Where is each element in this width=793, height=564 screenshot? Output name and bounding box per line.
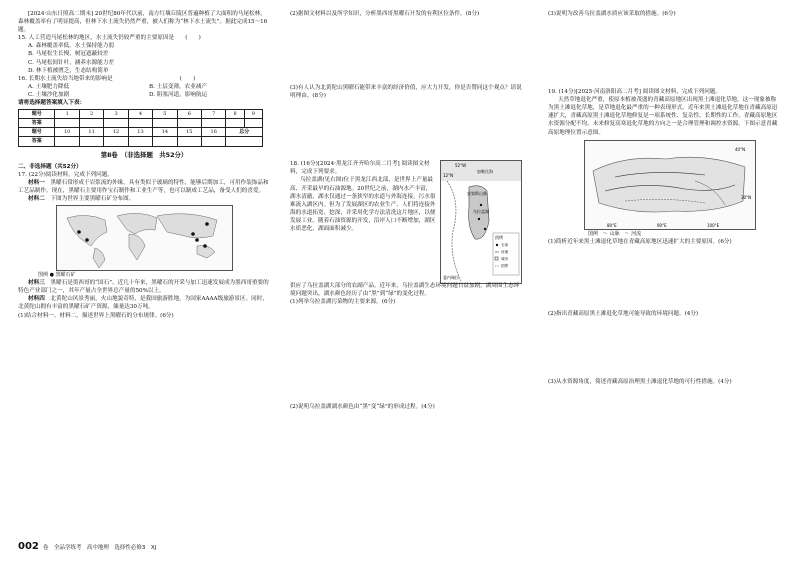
material-3 <box>18 279 270 295</box>
legend-item-river: 河流 <box>501 250 509 255</box>
question-16-options <box>18 83 270 99</box>
map-label: 30°N <box>741 194 752 200</box>
map-label: 乌拉盖湖 <box>473 209 489 215</box>
map-label: 100°E <box>707 222 720 228</box>
table-cell: 题号 <box>19 128 55 137</box>
legend-item-border: 国界 <box>501 264 509 269</box>
table-cell: 11 <box>79 128 103 137</box>
answer-space[interactable] <box>548 246 778 310</box>
material-text: 北黄陀山风景秀丽，火山地貌奇特，是我国旅游胜地，为国家AAAA级旅游景区。同时，北黄陀山拥有丰富的黑曜石矿产资源，储量达30万吨。 <box>18 296 268 311</box>
question-16: 16. 长期水土流失给当地带来的影响是 ( ) <box>18 75 196 82</box>
material-2 <box>18 195 270 203</box>
material-label: 材料二 <box>28 195 45 202</box>
question-18: 18. (16分)[2024·黑龙江齐齐哈尔高二月考] 阅读图文材料，完成下列要求。 <box>290 161 430 176</box>
table-cell: 10 <box>55 128 79 137</box>
obsidian-mine-marker <box>77 230 81 234</box>
answer-cell[interactable] <box>79 119 103 128</box>
table-cell: 3 <box>104 110 128 119</box>
answer-cell[interactable] <box>128 137 152 146</box>
question-19-2: (2)指出青藏高原黑土滩退化草地可能导致的环境问题。(4分) <box>548 310 699 317</box>
table-cell: 16 <box>202 128 226 137</box>
tibetan-plateau-map <box>584 140 756 230</box>
lake-map <box>440 160 522 284</box>
question-19-3: (3)从水资源角度，简述青藏高原治理黑土滩退化草地的可行性措施。(4分) <box>548 378 732 385</box>
question-19: 19. (14分)[2025·河南洛阳高二月考] 阅读图文材料，完成下列问题。 <box>548 89 721 96</box>
question-18-passage: 乌拉盖湖(见右图)位于黑龙江西北部，是世界上产量最高、开采最早的石油源地。20世纪之前，湖内水产丰富，湖水清澈，湖水仅通过一条狭窄的水道与外海连接，污水很难流入湖区内。但为了发展湖区的农业生产，人们将连接外海的水道拓宽、挖深，并采用化学方法清洗这片地区，以便发展工业。随着石油资源的开发，沿岸人口不断增加，湖区水质恶化，湖面面积减少。 <box>290 177 436 233</box>
obsidian-mine-marker <box>85 238 89 242</box>
material-4 <box>18 295 270 311</box>
option-c: C. 马尾松间针叶，涵养水源能力差 <box>28 59 114 66</box>
map-label: 委内瑞拉 <box>443 275 459 281</box>
table-row <box>19 137 263 146</box>
table-cell: 5 <box>153 110 177 119</box>
material-text: 下图为世界主要黑曜石矿分布图。 <box>50 195 135 202</box>
option-b: B. 土层变薄，农业减产 <box>149 83 208 90</box>
option-b: B. 马尾松生长慢，树冠遮蔽较差 <box>28 51 109 58</box>
map-legend-title: 图例 <box>495 235 503 241</box>
material-text: 黑曜石常形成于岩浆流的外缘，具有类似于玻璃的特性，能够后期加工，可用作装饰品和工艺品制作。现在，黑曜石主要用作宝石制作和工业生产等，也可以制成工艺品，备受人们的喜爱。 <box>18 179 269 194</box>
question-18-text-block <box>290 160 436 233</box>
option-d: D. 林下植被匮乏，生态结构简单 <box>28 67 109 74</box>
option-a: A. 土壤肥力降低 <box>28 83 70 90</box>
answer-table-title: 请将选择题答案填入下表： <box>18 100 86 107</box>
world-obsidian-map <box>56 205 233 271</box>
answer-cell[interactable] <box>55 137 79 146</box>
intro-passage: [2024·山东日照高二期末] 20世纪80年代以前，南方红壤丘陵区普遍种植了大面积的马尾松林，森林覆盖率有了明显提高，但林下水土流失仍然严重，被人们称为“林下水土流失”。据此完成15～16题。 <box>18 11 268 34</box>
column-middle <box>290 10 522 411</box>
table-cell: 7 <box>202 110 226 119</box>
table-cell: 2 <box>79 110 103 119</box>
answer-space[interactable] <box>290 18 522 84</box>
option-d: D. 阻塞河道，影响航运 <box>149 91 208 98</box>
part-2-subheading: 二、非选择题（共52分） <box>18 163 82 170</box>
map-legend: 图例 ● 黑曜石矿 <box>38 272 76 279</box>
table-cell: 14 <box>153 128 177 137</box>
obsidian-mine-marker <box>203 244 207 248</box>
map-label: 安第斯山脉 <box>467 191 487 197</box>
footer-text: 卷 全品学练考 高中地理 选择性必修3 XJ <box>42 545 157 551</box>
question-17-1: (1)结合材料一、材料二，描述世界上黑曜石的分布规律。(6分) <box>18 312 174 319</box>
material-1 <box>18 179 270 195</box>
table-cell: 答案 <box>19 137 55 146</box>
plateau-map-drawing <box>585 141 755 229</box>
question-17: 17. (22分)阅读材料，完成下列问题。 <box>18 171 113 178</box>
answer-cell[interactable] <box>202 119 226 128</box>
obsidian-mine-marker <box>195 238 199 242</box>
map-label: 加勒比海 <box>477 169 493 175</box>
map-label: 52°W <box>455 163 467 169</box>
table-row <box>19 119 263 128</box>
question-18-2: (2)说明乌拉盖湖湖水颜色由“黑”变“绿”的形成过程。(4分) <box>290 404 435 411</box>
table-cell: 9 <box>244 110 262 119</box>
question-18-3: (3)说明为改善乌拉盖湖水质应该采取的措施。(6分) <box>548 11 676 17</box>
legend-item-city: 城市 <box>501 257 509 262</box>
answer-space[interactable] <box>548 18 778 88</box>
option-c: C. 土壤沙化加剧 <box>28 91 70 98</box>
lake-map-drawing <box>441 161 521 283</box>
map-legend: 图例 ～ 山脉 ～ 河流 <box>588 230 642 237</box>
table-cell: 4 <box>128 110 152 119</box>
map-label: 80°E <box>607 222 617 228</box>
page-number: 002 <box>18 541 39 552</box>
table-cell: 1 <box>55 110 79 119</box>
question-15-options <box>18 42 270 74</box>
table-cell: 8 <box>226 110 244 119</box>
map-label: 12°N <box>443 173 454 179</box>
answer-cell[interactable] <box>55 119 79 128</box>
answer-cell[interactable] <box>244 119 262 128</box>
question-17-2: (2)据图文材料以及所学知识，分析墨西哥黑曜石开发的有利区位条件。(8分) <box>290 11 480 17</box>
answer-space[interactable] <box>290 100 522 160</box>
table-cell: 13 <box>128 128 152 137</box>
table-row <box>19 110 263 119</box>
table-cell: 12 <box>104 128 128 137</box>
question-17-3: (3)有人认为北黄陀山黑曜石能带来丰富的经济价值，应大力开发，你是否赞同这个观点？请说明理由。(8分) <box>290 85 522 100</box>
table-row <box>19 128 263 137</box>
answer-cell[interactable] <box>104 119 128 128</box>
question-19-1: (1)简析近年来黑土滩退化草地在青藏高原地区迅速扩大的主要原因。(6分) <box>548 238 732 245</box>
answer-cell[interactable] <box>177 137 201 146</box>
score-cell[interactable] <box>226 137 263 146</box>
answer-table <box>18 109 263 146</box>
material-label: 材料四 <box>28 296 45 303</box>
answer-cell[interactable] <box>202 137 226 146</box>
obsidian-mine-marker <box>205 222 209 226</box>
question-18-continued <box>290 282 522 306</box>
question-18-passage-2: 供应了乌拉盖湖大部分的农副产品。近年来，乌拉盖湖生态环境问题日益加剧，湖周围生态环境问题突出，湖水颜色经历了由“黑”到“绿”的变化过程。 <box>290 283 520 298</box>
question-18-1: (1)列举乌拉盖湖污染物的主要来源。(6分) <box>290 299 396 306</box>
question-18-block <box>290 160 522 335</box>
answer-cell[interactable] <box>79 137 103 146</box>
answer-cell[interactable] <box>153 137 177 146</box>
obsidian-mine-marker <box>191 232 195 236</box>
table-cell: 答案 <box>19 119 55 128</box>
legend-item-oil: 石油 <box>501 243 509 248</box>
answer-cell[interactable] <box>104 137 128 146</box>
question-15: 15. 人工营造马尾松林的地区，水土流失仍较严重的主要原因是 ( ) <box>18 35 201 42</box>
page-footer <box>18 541 156 552</box>
table-cell: 6 <box>177 110 201 119</box>
table-cell: 题号 <box>19 110 55 119</box>
map-label: 40°N <box>735 146 746 152</box>
table-cell: 总分 <box>226 128 263 137</box>
answer-space[interactable] <box>548 318 778 378</box>
answer-cell[interactable] <box>177 119 201 128</box>
column-left <box>18 10 270 320</box>
world-map-drawing <box>57 206 232 270</box>
map-label: 90°E <box>657 222 667 228</box>
material-text: 黑曜石是墨西哥的“国石”。近几十年来，黑曜石的开采与加工迅速发展成为墨西哥重要的特色产业部门之一，其年产量占全世界总产量的50%以上。 <box>18 280 269 295</box>
part-2-heading: 第Ⅱ卷 （非选择题 共52分） <box>100 150 188 159</box>
column-right <box>548 10 778 386</box>
material-label: 材料一 <box>28 179 45 186</box>
option-a: A. 森林覆盖率低，水土保持能力弱 <box>28 43 114 50</box>
table-cell: 15 <box>177 128 201 137</box>
answer-cell[interactable] <box>128 119 152 128</box>
answer-cell[interactable] <box>153 119 177 128</box>
question-19-passage: 天然草地退化严重，使原本植被茂盛的青藏高原地区出现黑土滩退化草地，这一现象被称为黑土滩退化草地，是草地退化最严重的一种表现形式。近年来黑土滩退化草地在青藏高原迅速扩大，青藏高原黑土滩退化草地修复是一项系统性、复杂性、长期性的工作。青藏高原地区水资源分配不均，未来修复高寒退化草地的方向之一是合理管理和调控水资源。下图示意青藏高原地理位置示意图。 <box>548 97 778 136</box>
material-label: 材料三 <box>28 280 45 287</box>
answer-cell[interactable] <box>226 119 244 128</box>
answer-space[interactable] <box>290 335 522 403</box>
